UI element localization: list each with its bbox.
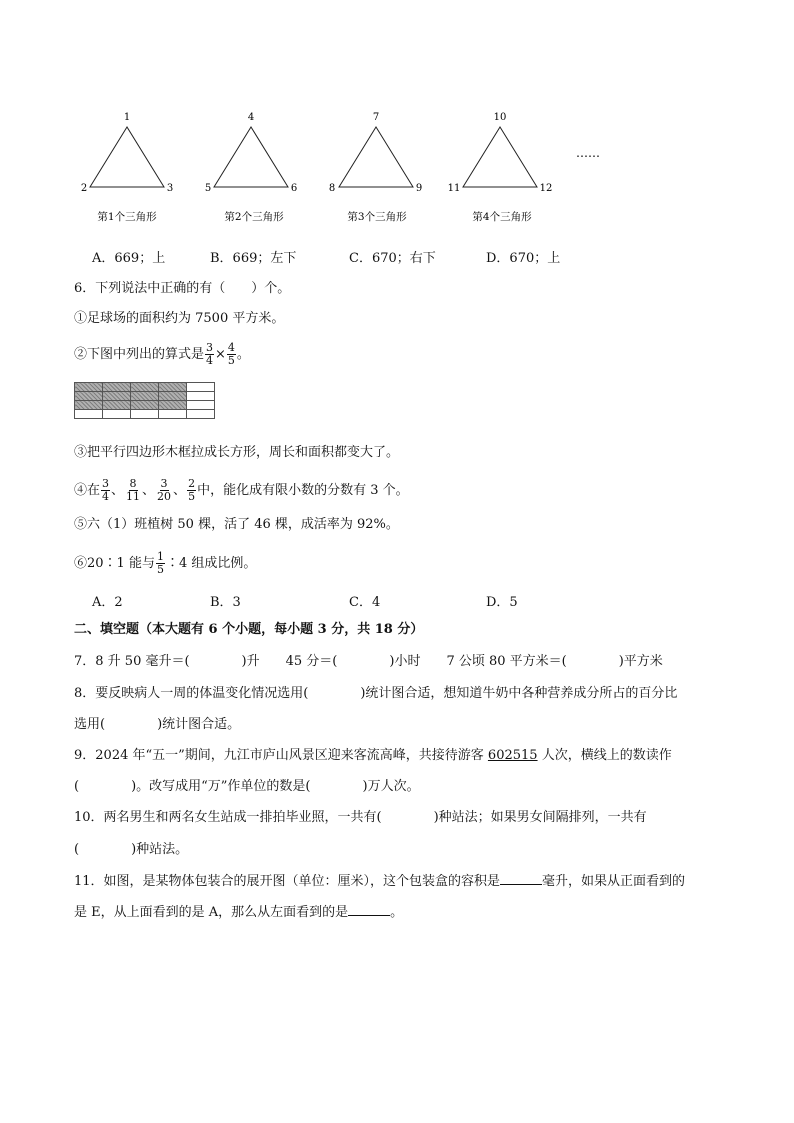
triangle-1-top: 1 <box>123 112 131 123</box>
answer-blank[interactable] <box>348 903 390 916</box>
fraction-grid-figure <box>74 382 215 419</box>
q8-line-2: 选用( )统计图合适。 <box>74 717 241 732</box>
triangle-1 <box>81 112 173 223</box>
triangle-2-right: 6 <box>290 183 298 194</box>
times-sign: × <box>215 347 226 362</box>
q6-stem: 6．下列说法中正确的有（ ）个。 <box>74 281 291 296</box>
triangle-3-top: 7 <box>372 112 380 123</box>
triangle-4-top: 10 <box>493 112 507 123</box>
q6-option-c: C．4 <box>349 595 381 610</box>
underlined-number: 602515 <box>487 748 538 763</box>
fraction: $\frac{4}{5}$ <box>227 341 235 367</box>
q5-option-b: B．669；左下 <box>210 251 297 266</box>
fraction: $\frac{3}{4}$ <box>206 341 214 367</box>
q6-option-a: A．2 <box>92 595 123 610</box>
fraction: $\frac{3}{20}$ <box>157 477 172 503</box>
fraction: $\frac{2}{5}$ <box>188 477 196 503</box>
q7: 7．8 升 50 毫升＝( )升 45 分＝( )小时 7 公顷 80 平方米＝( )平方米 <box>74 654 663 669</box>
triangle-2 <box>205 112 297 223</box>
triangle-4-caption: 第4个三角形 <box>472 211 532 223</box>
q5-option-a: A．669；上 <box>92 251 166 266</box>
triangle-4-left: 11 <box>447 183 461 194</box>
q6-statement-3: ③把平行四边形木框拉成长方形，周长和面积都变大了。 <box>74 445 400 460</box>
triangle-sequence-figure <box>70 105 630 230</box>
q11-line-1: 11．如图，是某物体包装合的展开图（单位：厘米），这个包装盒的容积是 毫升，如果从正面看到的 <box>74 874 686 889</box>
triangle-3-right: 9 <box>415 183 423 194</box>
q6-statement-5: ⑤六（1）班植树 50 棵，活了 46 棵，成活率为 92%。 <box>74 517 399 532</box>
triangle-3-caption: 第3个三角形 <box>347 211 407 223</box>
q11-line-2: 是 E，从上面看到的是 A，那么从左面看到的是 。 <box>74 905 404 920</box>
triangle-4 <box>448 112 553 223</box>
q6-option-b: B．3 <box>210 595 241 610</box>
q6-statement-6: ⑥20∶1 能与 $\frac{1}{5}$ ∶4 组成比例。 <box>74 550 257 576</box>
fraction: $\frac{8}{11}$ <box>126 477 141 503</box>
triangle-2-left: 5 <box>204 183 212 194</box>
q10-line-2: ( )种站法。 <box>74 842 189 857</box>
triangle-2-caption: 第2个三角形 <box>224 211 284 223</box>
q6-statement-1: ①足球场的面积约为 7500 平方米。 <box>74 311 285 326</box>
q6-s2-pre: ②下图中列出的算式是 <box>74 347 205 362</box>
q5-option-d: D．670；上 <box>486 251 561 266</box>
q9-line-1: 9．2024 年“五一”期间，九江市庐山风景区迎来客流高峰，共接待游客 602515 人次，横线上的数读作 <box>74 748 672 763</box>
fraction: $\frac{1}{5}$ <box>156 550 164 576</box>
q9-line-2: ( )。改写成用“万”作单位的数是( )万人次。 <box>74 779 420 794</box>
triangle-1-caption: 第1个三角形 <box>97 211 157 223</box>
triangle-3 <box>329 112 422 223</box>
triangle-2-top: 4 <box>247 112 255 123</box>
triangle-4-right: 12 <box>539 183 553 194</box>
q5-option-c: C．670；右下 <box>349 251 436 266</box>
sequence-ellipsis: …… <box>576 146 600 160</box>
q10-line-1: 10．两名男生和两名女生站成一排拍毕业照，一共有( )种站法；如果男女间隔排列，一共有 <box>74 810 647 825</box>
q6-statement-2: ②下图中列出的算式是 $\frac{3}{4}$ × $\frac{4}{5}$ 。 <box>74 341 250 367</box>
q8-line-1: 8．要反映病人一周的体温变化情况选用( )统计图合适，想知道牛奶中各种营养成分所占的百分比 <box>74 686 678 701</box>
triangle-1-right: 3 <box>166 183 174 194</box>
q6-option-d: D．5 <box>486 595 518 610</box>
answer-blank[interactable] <box>500 872 542 885</box>
fraction: $\frac{3}{4}$ <box>102 477 110 503</box>
triangle-1-left: 2 <box>80 183 88 194</box>
q6-statement-4: ④在 $\frac{3}{4}$ 、 $\frac{8}{11}$ 、 $\frac{3}{20}$ 、 $\frac{2}{5}$ 中，能化成有限小数的分数有 3 个。 <box>74 477 409 503</box>
triangle-3-left: 8 <box>328 183 336 194</box>
section-2-heading: 二、填空题（本大题有 6 个小题，每小题 3 分，共 18 分） <box>74 622 424 637</box>
